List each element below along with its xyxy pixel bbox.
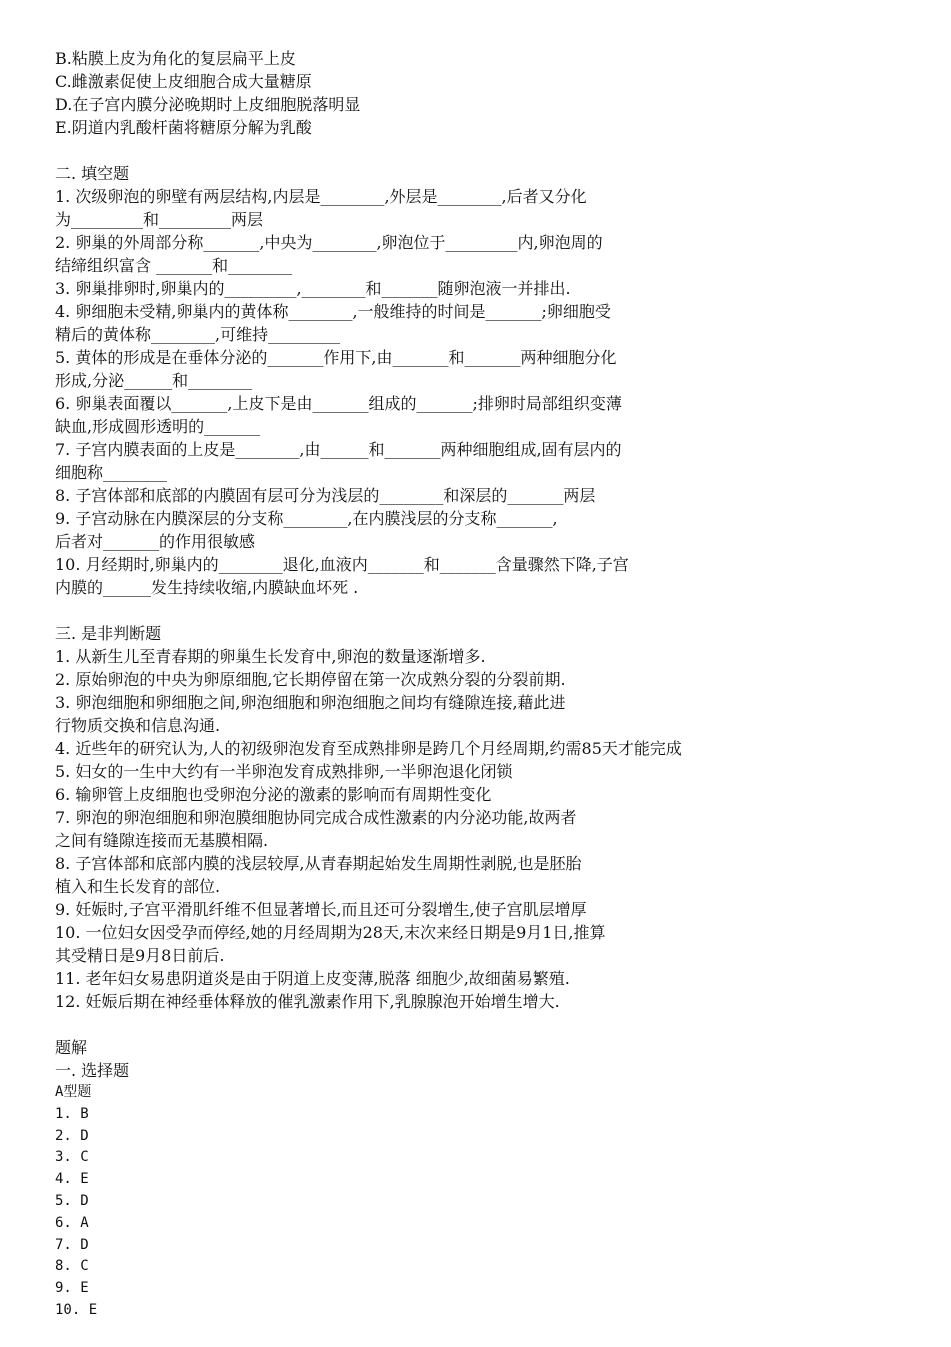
document-page	[55, 47, 915, 1322]
answer-item: 5. D	[55, 1192, 89, 1209]
answer-heading: 题解	[55, 1038, 88, 1057]
answer-item: 7. D	[55, 1236, 89, 1253]
option-d: D.在子宫内膜分泌晚期时上皮细胞脱落明显	[55, 95, 361, 114]
option-c: C.雌激素促使上皮细胞合成大量糖原	[55, 72, 312, 91]
answer-item: 10. E	[55, 1301, 98, 1318]
text-line: 植入和生长发育的部位.	[55, 877, 221, 896]
answer-item: 9. E	[55, 1280, 89, 1297]
text-line: 6. 卵巢表面覆以_______,上皮下是由_______组成的_______;排卵时局部组织变薄	[55, 394, 622, 413]
text-line: 10. 一位妇女因受孕而停经,她的月经周期为28天,末次来经日期是9月1日,推算	[55, 923, 606, 942]
text-line: 缺血,形成圆形透明的_______	[55, 417, 261, 436]
text-line: 2. 卵巢的外周部分称_______,中央为________,卵泡位于_________内,卵泡周的	[55, 233, 603, 252]
answer-item: 3. C	[55, 1149, 89, 1166]
text-line: 后者对_______的作用很敏感	[55, 532, 256, 551]
text-line: 3. 卵泡细胞和卵细胞之间,卵泡细胞和卵泡细胞之间均有缝隙连接,藉此进	[55, 693, 566, 712]
option-e: E.阴道内乳酸杆菌将糖原分解为乳酸	[55, 118, 312, 137]
text-line: 3. 卵巢排卵时,卵巢内的_________,________和_______随卵泡液一并排出.	[55, 279, 571, 298]
spacer	[55, 599, 915, 622]
fill-in-section	[55, 162, 915, 599]
text-line: 8. 子宫体部和底部内膜的浅层较厚,从青春期起始发生周期性剥脱,也是胚胎	[55, 854, 582, 873]
text-line: 行物质交换和信息沟通.	[55, 716, 221, 735]
top-options	[55, 47, 915, 139]
text-line: 为_________和_________两层	[55, 210, 264, 229]
text-line: 10. 月经期时,卵巢内的________退化,血液内_______和_______含量骤然下降,子宫	[55, 555, 629, 574]
answer-item: 8. C	[55, 1258, 89, 1275]
true-false-section	[55, 622, 915, 1013]
text-line: 内膜的______发生持续收缩,内膜缺血坏死 .	[55, 578, 359, 597]
answer-subheading: 一. 选择题	[55, 1061, 130, 1080]
answer-type-label: A型题	[55, 1084, 92, 1100]
section-heading: 二. 填空题	[55, 164, 130, 183]
answer-item: 4. E	[55, 1171, 89, 1188]
text-line: 精后的黄体称________,可维持_________	[55, 325, 341, 344]
option-b: B.粘膜上皮为角化的复层扁平上皮	[55, 49, 296, 68]
text-line: 其受精日是9月8日前后.	[55, 946, 225, 965]
answer-item: 2. D	[55, 1127, 89, 1144]
text-line: 12. 妊娠后期在神经垂体释放的催乳激素作用下,乳腺腺泡开始增生增大.	[55, 992, 560, 1011]
text-line: 8. 子宫体部和底部的内膜固有层可分为浅层的________和深层的_______两层	[55, 486, 596, 505]
text-line: 5. 黄体的形成是在垂体分泌的_______作用下,由_______和_______两种细胞分化	[55, 348, 617, 367]
answer-item: 1. B	[55, 1105, 89, 1122]
text-line: 2. 原始卵泡的中央为卵原细胞,它长期停留在第一次成熟分裂的分裂前期.	[55, 670, 566, 689]
text-line: 1. 从新生儿至青春期的卵巢生长发育中,卵泡的数量逐渐增多.	[55, 647, 486, 666]
text-line: 11. 老年妇女易患阴道炎是由于阴道上皮变薄,脱落 细胞少,故细菌易繁殖.	[55, 969, 570, 988]
text-line: 7. 卵泡的卵泡细胞和卵泡膜细胞协同完成合成性激素的内分泌功能,故两者	[55, 808, 577, 827]
text-line: 9. 子宫动脉在内膜深层的分支称________,在内膜浅层的分支称_______,	[55, 509, 558, 528]
text-line: 4. 卵细胞未受精,卵巢内的黄体称________,一般维持的时间是_______;卵细胞受	[55, 302, 611, 321]
text-line: 细胞称________	[55, 463, 168, 482]
answer-key-section	[55, 1036, 915, 1322]
text-line: 4. 近些年的研究认为,人的初级卵泡发育至成熟排卵是跨几个月经周期,约需85天才能完成	[55, 739, 682, 758]
text-line: 6. 输卵管上皮细胞也受卵泡分泌的激素的影响而有周期性变化	[55, 785, 492, 804]
text-line: 9. 妊娠时,子宫平滑肌纤维不但显著增长,而且还可分裂增生,使子宫肌层增厚	[55, 900, 587, 919]
answer-item: 6. A	[55, 1214, 89, 1231]
text-line: 5. 妇女的一生中大约有一半卵泡发育成熟排卵,一半卵泡退化闭锁	[55, 762, 513, 781]
spacer	[55, 139, 915, 162]
spacer	[55, 1013, 915, 1036]
text-line: 之间有缝隙连接而无基膜相隔.	[55, 831, 269, 850]
text-line: 结缔组织富含 _______和________	[55, 256, 293, 275]
text-line: 形成,分泌______和________	[55, 371, 253, 390]
section-heading: 三. 是非判断题	[55, 624, 162, 643]
text-line: 1. 次级卵泡的卵壁有两层结构,内层是________,外层是________,后者又分化	[55, 187, 587, 206]
text-line: 7. 子宫内膜表面的上皮是________,由______和_______两种细胞组成,固有层内的	[55, 440, 622, 459]
